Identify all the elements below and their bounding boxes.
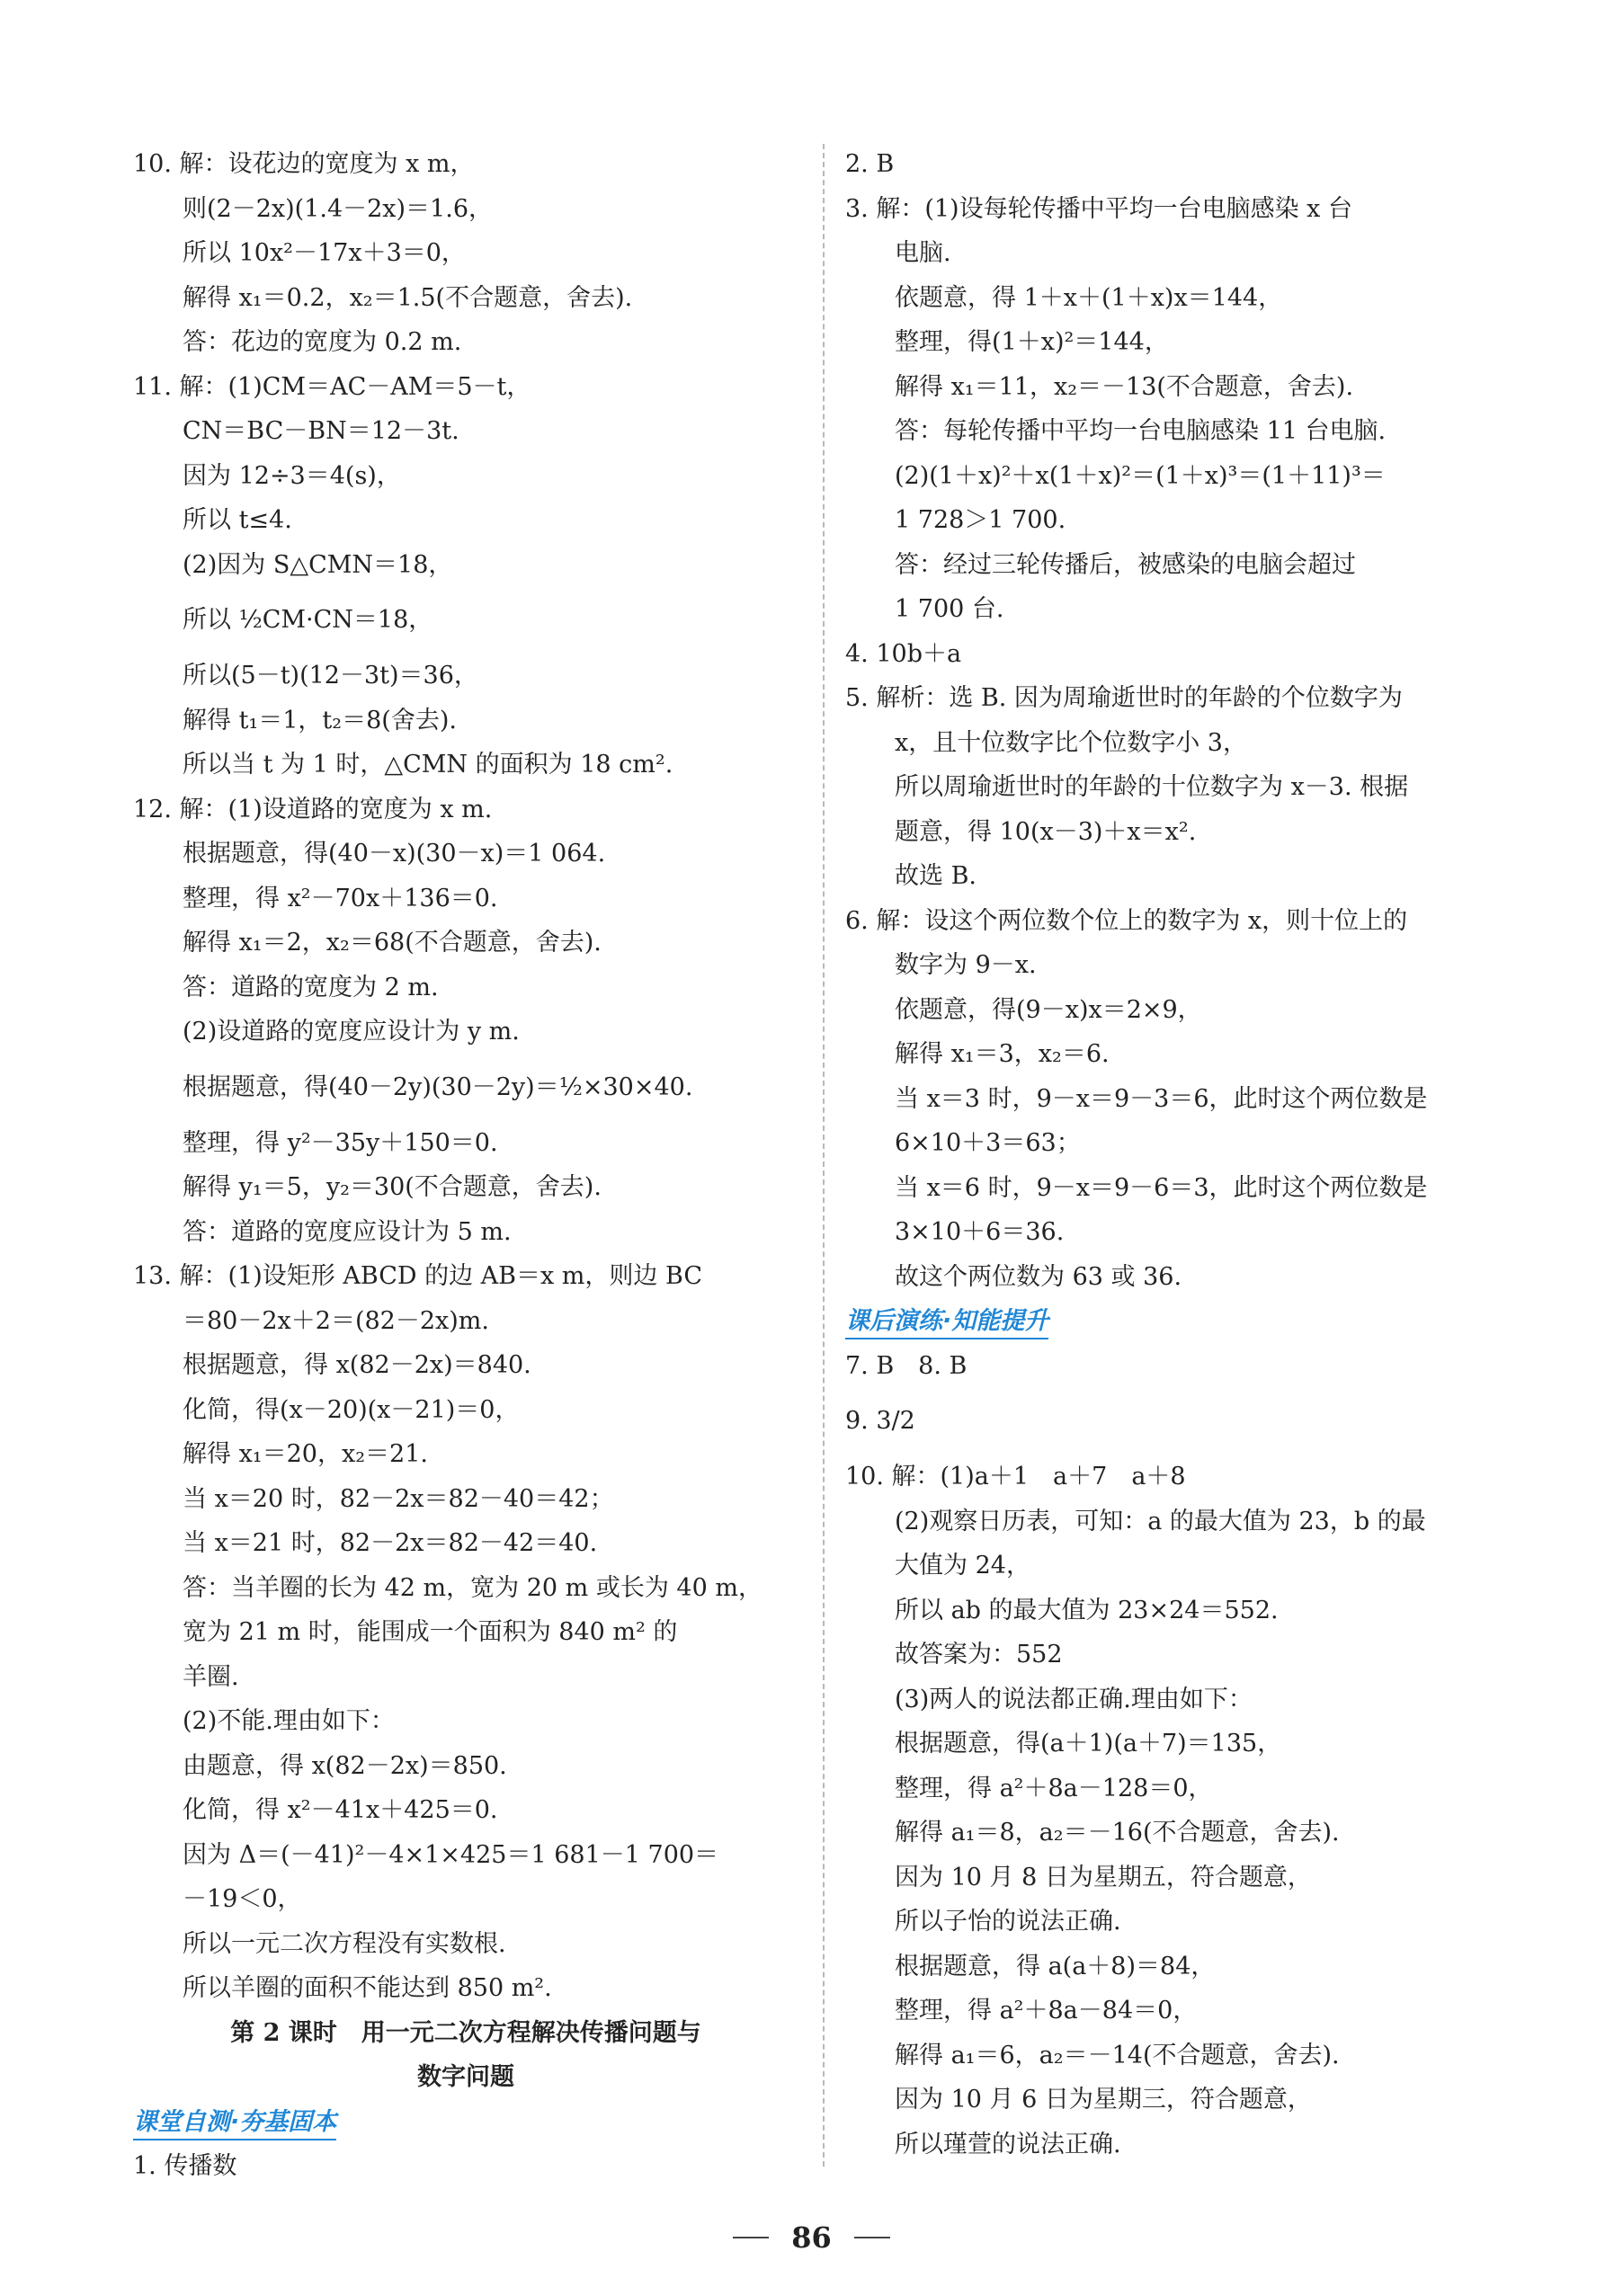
right-line: 整理，得(1＋x)²＝144， — [895, 328, 1169, 356]
right-line: 所以子怡的说法正确. — [895, 1908, 1121, 1936]
right-line: 根据题意，得 a(a＋8)＝84， — [895, 1952, 1216, 1980]
right-line: 4. 10b＋a — [845, 639, 962, 668]
left-line: 1. 传播数 — [133, 2152, 237, 2180]
right-line: 故答案为：552 — [895, 1641, 1063, 1669]
right-line: 当 x＝6 时，9－x＝9－6＝3，此时这个两位数是 — [895, 1173, 1428, 1202]
left-line: 根据题意，得(40－x)(30－x)＝1 064. — [183, 840, 606, 868]
right-line: 10. 解：(1)a＋1 a＋7 a＋8 — [845, 1463, 1186, 1491]
left-line: 解得 x₁＝20，x₂＝21. — [183, 1440, 428, 1468]
right-line: 1 700 台. — [895, 595, 1004, 623]
right-line: 2. B — [845, 150, 895, 178]
right-line: 根据题意，得(a＋1)(a＋7)＝135， — [895, 1730, 1282, 1758]
left-line: 数字问题 — [417, 2063, 514, 2091]
left-line: 整理，得 x²－70x＋136＝0. — [183, 884, 498, 912]
left-line: 答：道路的宽度应设计为 5 m. — [183, 1217, 512, 1246]
left-line: CN＝BC－BN＝12－3t. — [183, 417, 459, 445]
right-line: (2)观察日历表，可知：a 的最大值为 23，b 的最 — [895, 1507, 1426, 1535]
right-line: 答：每轮传播中平均一台电脑感染 11 台电脑. — [895, 417, 1387, 445]
left-line: 根据题意，得 x(82－2x)＝840. — [183, 1351, 531, 1379]
left-column — [133, 142, 798, 2189]
left-line: 因为 Δ＝(－41)²－4×1×425＝1 681－1 700＝ — [183, 1840, 719, 1869]
right-line: 题意，得 10(x－3)＋x＝x². — [895, 817, 1197, 846]
left-line: (2)因为 S△CMN＝18， — [183, 550, 453, 579]
left-line: 答：当羊圈的长为 42 m，宽为 20 m 或长为 40 m， — [183, 1573, 762, 1602]
left-line: 解得 t₁＝1，t₂＝8(舍去). — [183, 706, 457, 734]
left-line: 因为 12÷3＝4(s)， — [183, 461, 401, 490]
left-line: 13. 解：(1)设矩形 ABCD 的边 AB＝x m，则边 BC — [133, 1262, 702, 1290]
right-line: 3. 解：(1)设每轮传播中平均一台电脑感染 x 台 — [845, 194, 1352, 223]
left-line: 羊圈. — [183, 1662, 239, 1691]
right-line: (3)两人的说法都正确.理由如下： — [895, 1685, 1253, 1713]
right-line: 6. 解：设这个两位数个位上的数字为 x，则十位上的 — [845, 906, 1408, 935]
right-line: 整理，得 a²＋8a－84＝0， — [895, 1997, 1198, 2025]
footer-rule-left — [733, 2237, 769, 2238]
left-line — [133, 2100, 798, 2145]
left-line: 宽为 21 m 时，能围成一个面积为 840 m² 的 — [183, 1618, 678, 1646]
left-line: 10. 解：设花边的宽度为 x m， — [133, 150, 475, 178]
left-line: (2)设道路的宽度应设计为 y m. — [183, 1018, 520, 1046]
right-line: 1 728＞1 700. — [895, 506, 1066, 534]
right-line: 解得 a₁＝8，a₂＝－16(不合题意，舍去). — [895, 1819, 1340, 1847]
page-footer — [0, 2220, 1623, 2255]
left-line: 所以当 t 为 1 时，△CMN 的面积为 18 cm². — [183, 751, 673, 779]
left-line: 解得 y₁＝5，y₂＝30(不合题意，舍去). — [183, 1173, 602, 1201]
left-line: 答：花边的宽度为 0.2 m. — [183, 328, 462, 356]
right-line: 依题意，得(9－x)x＝2×9， — [895, 995, 1202, 1024]
right-line: 当 x＝3 时，9－x＝9－3＝6，此时这个两位数是 — [895, 1084, 1428, 1113]
left-line: 则(2－2x)(1.4－2x)＝1.6， — [183, 194, 494, 223]
section-heading: 课堂自测·夯基固本 — [133, 2106, 336, 2140]
right-line: 所以瑾萱的说法正确. — [895, 2130, 1121, 2158]
right-line: 解得 a₁＝6，a₂＝－14(不合题意，舍去). — [895, 2041, 1340, 2069]
right-line: 7. B 8. B — [845, 1351, 968, 1380]
column-divider — [823, 144, 825, 2167]
right-line: 6×10＋3＝63； — [895, 1129, 1081, 1157]
right-line: 电脑. — [895, 239, 951, 267]
left-line: 第 2 课时 用一元二次方程解决传播问题与 — [230, 2018, 701, 2047]
left-line: 所以(5－t)(12－3t)＝36， — [183, 662, 478, 690]
right-line: 大值为 24， — [895, 1552, 1030, 1580]
right-line: 故选 B. — [895, 862, 977, 890]
left-line: －19＜0， — [183, 1885, 302, 1913]
right-line: x，且十位数字比个位数字小 3， — [895, 728, 1247, 757]
left-line: 由题意，得 x(82－2x)＝850. — [183, 1751, 507, 1780]
footer-rule-right — [854, 2237, 890, 2238]
right-line: 故这个两位数为 63 或 36. — [895, 1262, 1182, 1291]
right-line: (2)(1＋x)²＋x(1＋x)²＝(1＋x)³＝(1＋11)³＝ — [895, 461, 1386, 490]
right-line: 3×10＋6＝36. — [895, 1218, 1065, 1246]
left-line: 当 x＝20 时，82－2x＝82－40＝42； — [183, 1484, 614, 1513]
left-line: 根据题意，得(40－2y)(30－2y)＝½×30×40. — [183, 1072, 693, 1101]
left-line: 答：道路的宽度为 2 m. — [183, 973, 439, 1001]
right-line: 解得 x₁＝3，x₂＝6. — [895, 1040, 1110, 1068]
right-line: 所以 ab 的最大值为 23×24＝552. — [895, 1596, 1279, 1624]
left-line: 12. 解：(1)设道路的宽度为 x m. — [133, 795, 493, 823]
left-line: 解得 x₁＝2，x₂＝68(不合题意，舍去). — [183, 929, 602, 957]
left-line: 化简，得 x²－41x＋425＝0. — [183, 1796, 498, 1824]
left-line: 整理，得 y²－35y＋150＝0. — [183, 1128, 498, 1157]
right-line — [845, 1299, 1524, 1344]
right-line: 因为 10 月 6 日为星期三，符合题意， — [895, 2086, 1312, 2114]
section-heading: 课后演练·知能提升 — [845, 1305, 1048, 1339]
left-line: 所以 ½CM·CN＝18， — [183, 606, 433, 634]
right-line: 依题意，得 1＋x＋(1＋x)x＝144， — [895, 283, 1283, 312]
left-line: 化简，得(x－20)(x－21)＝0， — [183, 1395, 520, 1424]
left-line: 所以 t≤4. — [183, 506, 292, 534]
left-line: 11. 解：(1)CM＝AC－AM＝5－t， — [133, 372, 531, 401]
right-line: 因为 10 月 8 日为星期五，符合题意， — [895, 1863, 1312, 1891]
right-line: 解得 x₁＝11，x₂＝－13(不合题意，舍去). — [895, 372, 1354, 401]
left-line: 所以一元二次方程没有实数根. — [183, 1929, 506, 1958]
left-line: 所以 10x²－17x＋3＝0， — [183, 239, 466, 267]
page-number: 86 — [791, 2220, 832, 2255]
right-line: 数字为 9－x. — [895, 951, 1037, 979]
left-line: 解得 x₁＝0.2，x₂＝1.5(不合题意，舍去). — [183, 283, 633, 312]
left-line: 当 x＝21 时，82－2x＝82－42＝40. — [183, 1529, 598, 1557]
left-line: (2)不能.理由如下： — [183, 1707, 395, 1735]
left-line: 所以羊圈的面积不能达到 850 m². — [183, 1974, 552, 2002]
left-line: ＝80－2x＋2＝(82－2x)m. — [183, 1306, 489, 1335]
right-line: 答：经过三轮传播后，被感染的电脑会超过 — [895, 550, 1356, 579]
right-line: 5. 解析：选 B. 因为周瑜逝世时的年龄的个位数字为 — [845, 684, 1403, 712]
right-column — [845, 142, 1524, 2167]
right-line: 9. 3/2 — [845, 1407, 915, 1435]
right-line: 所以周瑜逝世时的年龄的十位数字为 x－3. 根据 — [895, 773, 1409, 801]
right-line: 整理，得 a²＋8a－128＝0， — [895, 1774, 1213, 1802]
